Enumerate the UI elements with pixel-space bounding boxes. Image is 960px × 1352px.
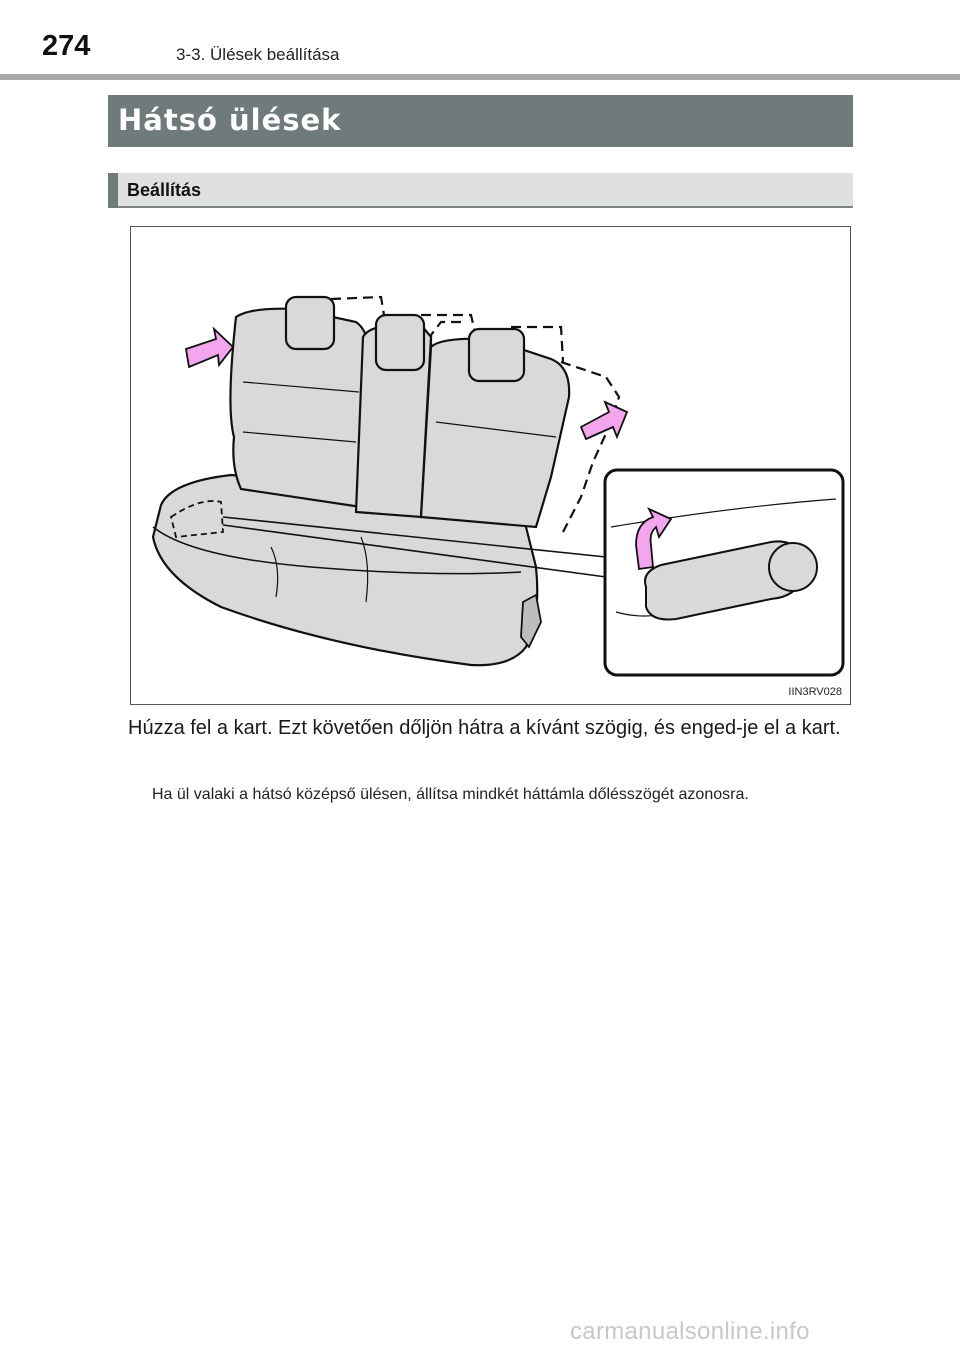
lever-pivot [769,543,817,591]
recline-arrow-right-icon [581,402,627,439]
page-number: 274 [42,30,91,62]
side-lever [521,595,541,647]
right-headrest [469,329,524,381]
running-head: 3-3. Ülések beállítása [176,45,340,64]
section-heading-bar [108,95,853,147]
watermark: carmanualsonline.info [570,1318,810,1345]
left-headrest [286,297,334,349]
figure-id-label: IIN3RV028 [788,686,842,698]
page-header [0,0,960,80]
subsection-accent [108,173,118,208]
instruction-text: Húzza fel a kart. Ezt követően dőljön hátra a kívánt szögig, és enged-je el a kart. [128,717,841,739]
subsection-heading-bar [108,173,853,208]
seat-illustration [130,226,851,705]
section-title: Hátsó ülések [118,103,342,137]
header-rule [0,74,960,80]
center-headrest [376,315,424,370]
subsection-title: Beállítás [127,180,202,200]
note-text: Ha ül valaki a hátsó középső ülésen, állítsa mindkét háttámla dőlésszögét azonosra. [152,786,749,803]
recline-arrow-left-icon [186,329,233,367]
rear-seat-drawing [131,227,850,704]
